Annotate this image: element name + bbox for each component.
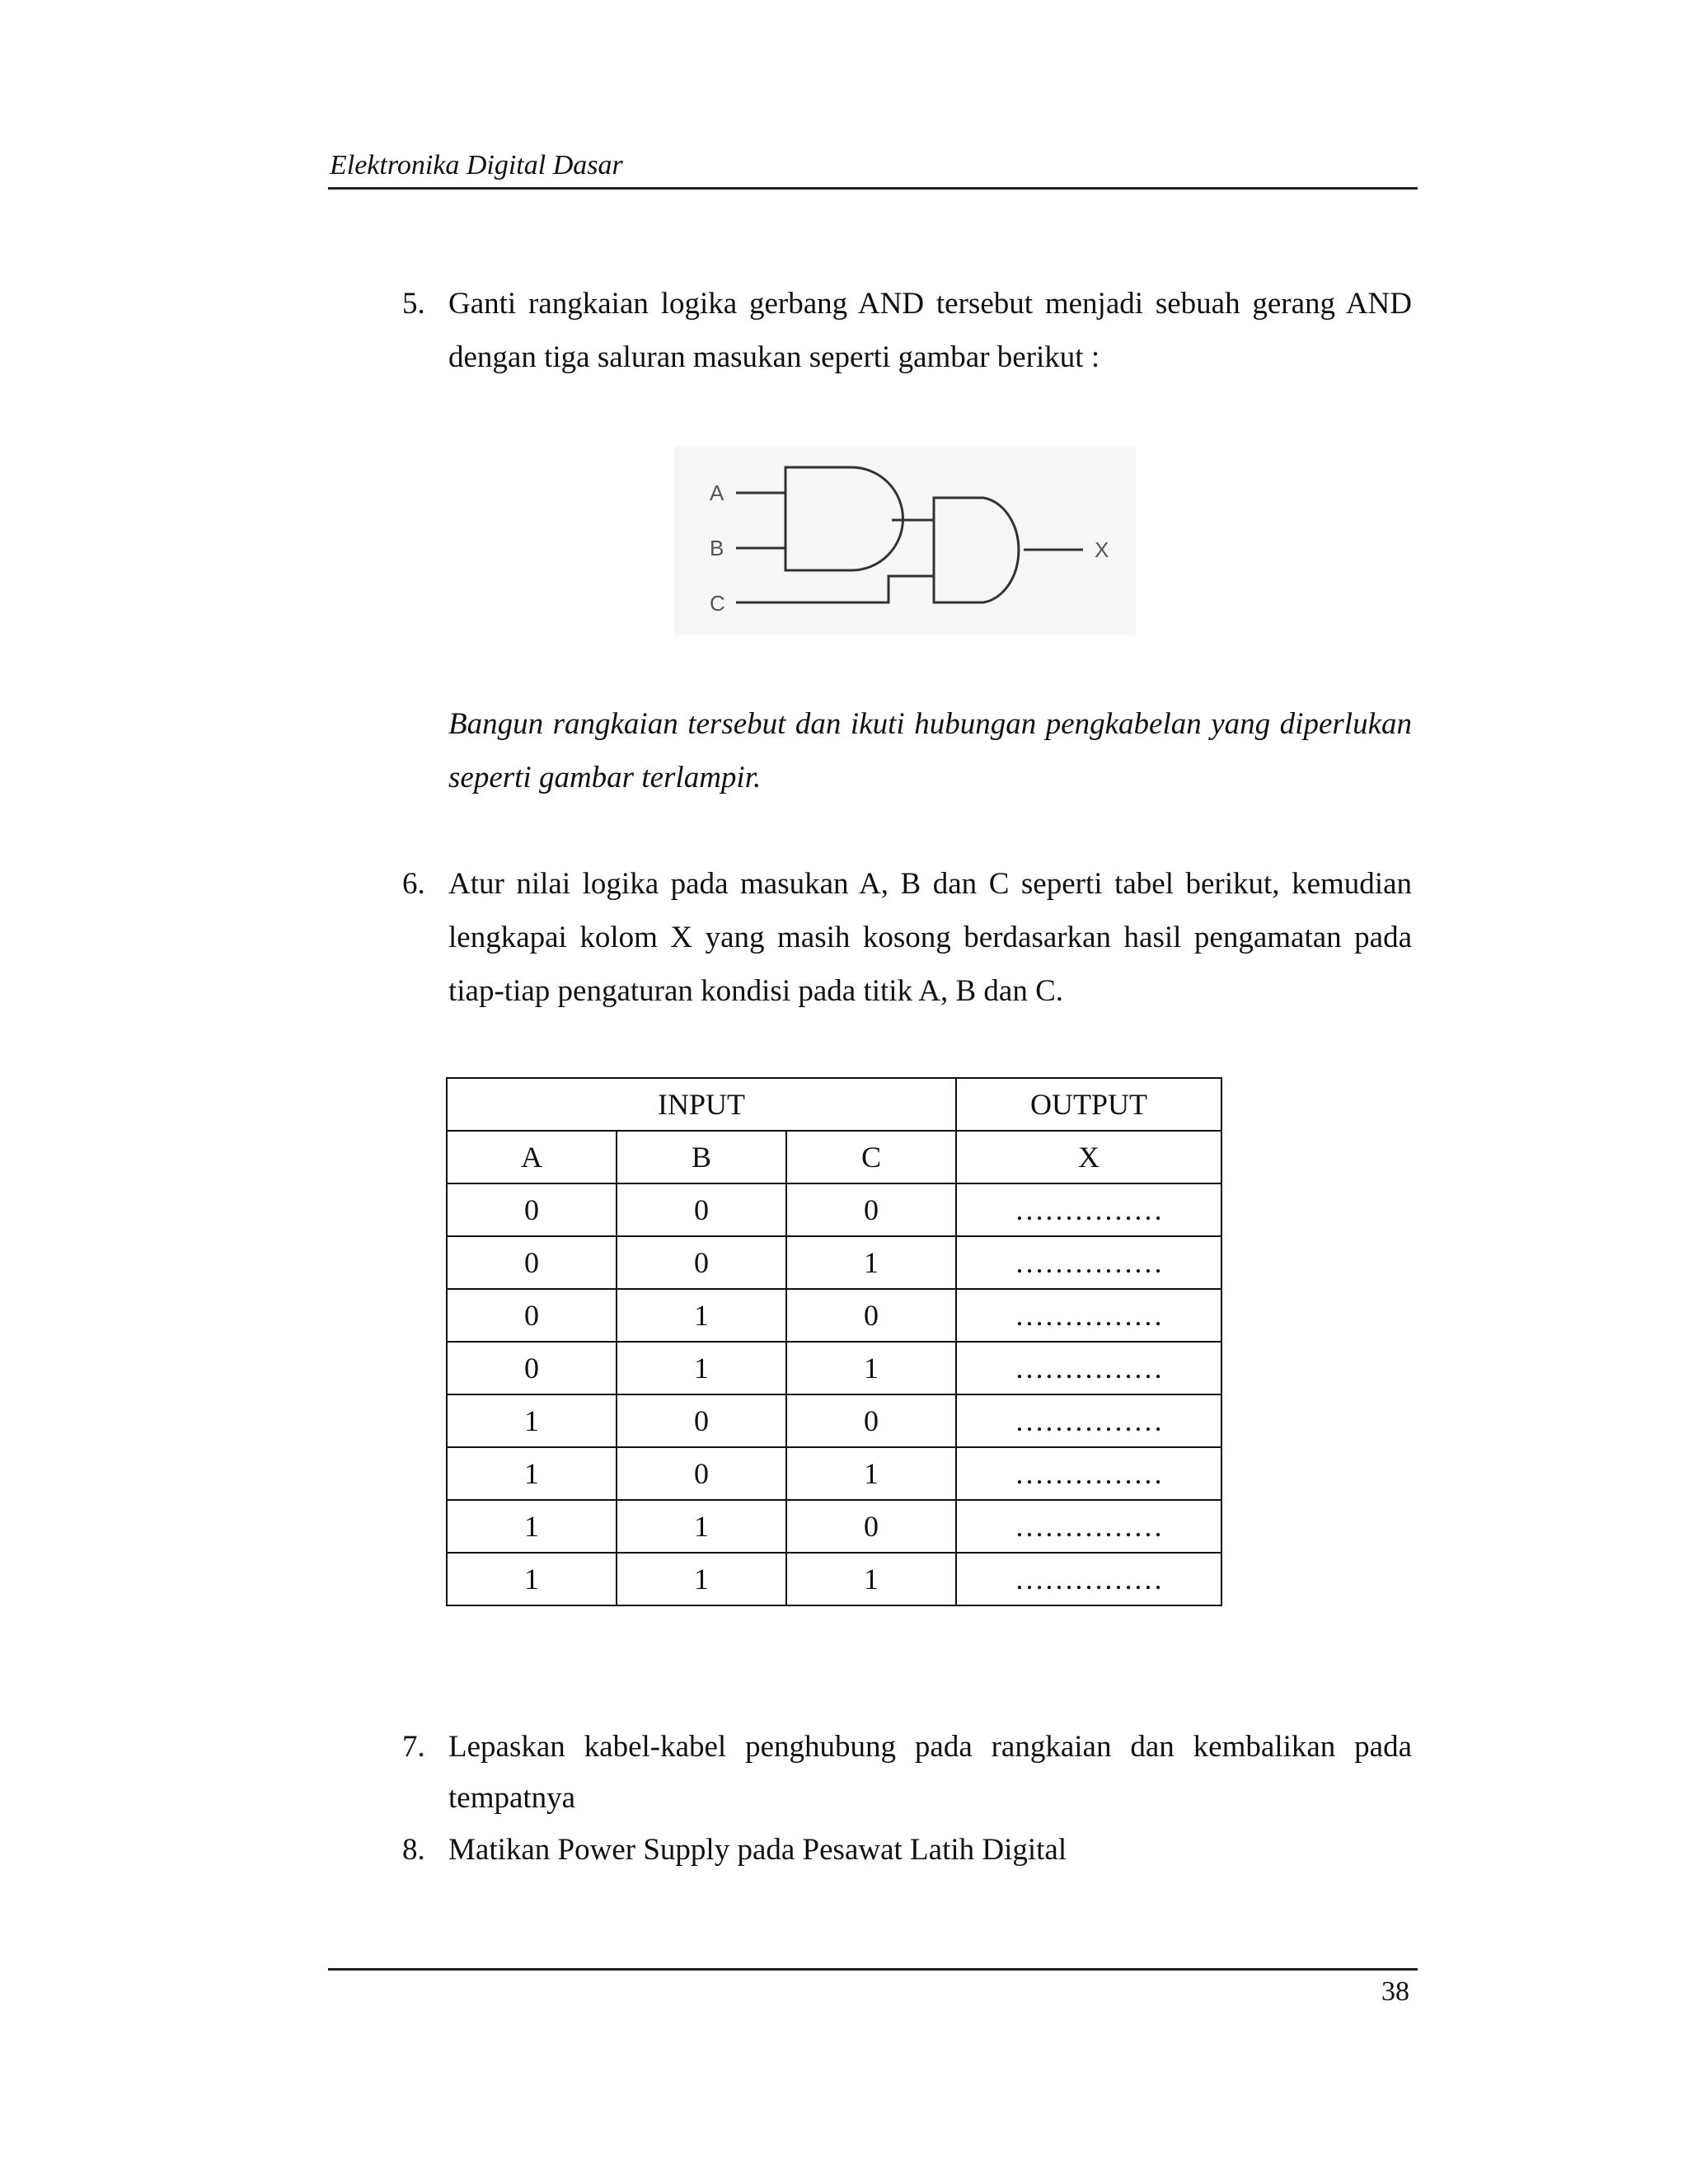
cell-b: 0 bbox=[617, 1394, 786, 1447]
step-number: 8. bbox=[402, 1833, 425, 1867]
input-group-header: INPUT bbox=[447, 1078, 956, 1131]
cell-c: 0 bbox=[786, 1289, 956, 1342]
cell-x-blank: …………… bbox=[956, 1553, 1221, 1605]
step-number: 6. bbox=[402, 867, 425, 901]
table-row bbox=[447, 1183, 1221, 1236]
table-row bbox=[447, 1342, 1221, 1394]
table-row bbox=[447, 1394, 1221, 1447]
cell-b: 0 bbox=[617, 1447, 786, 1500]
instruction-note: Bangun rangkaian tersebut dan ikuti hubungan pengkabelan yang diperlukan seperti gambar terlampir. bbox=[448, 707, 1412, 794]
label-c: C bbox=[710, 591, 725, 616]
table-column-header-row bbox=[447, 1131, 1221, 1183]
label-b: B bbox=[710, 536, 724, 560]
table-group-header-row bbox=[447, 1078, 1221, 1131]
cell-x-blank: …………… bbox=[956, 1342, 1221, 1394]
cell-x-blank: …………… bbox=[956, 1236, 1221, 1289]
cell-x-blank: …………… bbox=[956, 1289, 1221, 1342]
column-header-b: B bbox=[617, 1131, 786, 1183]
cell-c: 1 bbox=[786, 1342, 956, 1394]
table-row bbox=[447, 1447, 1221, 1500]
column-header-x: X bbox=[956, 1131, 1221, 1183]
output-group-header: OUTPUT bbox=[956, 1078, 1221, 1131]
truth-table bbox=[446, 1077, 1222, 1606]
cell-a: 1 bbox=[447, 1394, 617, 1447]
label-a: A bbox=[710, 480, 724, 505]
cell-x-blank: …………… bbox=[956, 1500, 1221, 1553]
diagram-background bbox=[674, 446, 1136, 635]
cell-a: 1 bbox=[447, 1500, 617, 1553]
cell-c: 0 bbox=[786, 1183, 956, 1236]
cell-c: 1 bbox=[786, 1236, 956, 1289]
cell-a: 0 bbox=[447, 1183, 617, 1236]
running-header-title: Elektronika Digital Dasar bbox=[330, 150, 623, 180]
cell-b: 1 bbox=[617, 1289, 786, 1342]
label-x: X bbox=[1095, 537, 1109, 562]
step-text: Ganti rangkaian logika gerbang AND tersebut menjadi sebuah gerang AND dengan tiga saluran masukan seperti gambar berikut : bbox=[448, 287, 1412, 374]
cell-b: 1 bbox=[617, 1500, 786, 1553]
cell-a: 0 bbox=[447, 1342, 617, 1394]
step-text: Atur nilai logika pada masukan A, B dan C seperti tabel berikut, kemudian lengkapai kolom X yang masih kosong berdasarkan hasil pengamatan pada tiap-tiap pengaturan kondisi pada titik A, B dan C. bbox=[448, 867, 1412, 1008]
header-rule bbox=[328, 187, 1418, 190]
cell-b: 1 bbox=[617, 1342, 786, 1394]
step-text: Lepaskan kabel-kabel penghubung pada rangkaian dan kembalikan pada tempatnya bbox=[448, 1730, 1412, 1815]
table-row bbox=[447, 1289, 1221, 1342]
table-row bbox=[447, 1236, 1221, 1289]
cell-a: 0 bbox=[447, 1236, 617, 1289]
step-number: 7. bbox=[402, 1730, 425, 1764]
cell-c: 1 bbox=[786, 1553, 956, 1605]
cell-b: 0 bbox=[617, 1183, 786, 1236]
table-row bbox=[447, 1500, 1221, 1553]
table-row bbox=[447, 1553, 1221, 1605]
cell-x-blank: …………… bbox=[956, 1394, 1221, 1447]
step-6 bbox=[402, 857, 1412, 1018]
page-number: 38 bbox=[1381, 1976, 1409, 2007]
step-text: Matikan Power Supply pada Pesawat Latih Digital bbox=[448, 1833, 1067, 1867]
cell-a: 1 bbox=[447, 1553, 617, 1605]
step-8 bbox=[402, 1825, 1412, 1876]
cell-c: 0 bbox=[786, 1394, 956, 1447]
footer-rule bbox=[328, 1968, 1418, 1971]
cell-x-blank: …………… bbox=[956, 1447, 1221, 1500]
cell-b: 0 bbox=[617, 1236, 786, 1289]
cell-c: 1 bbox=[786, 1447, 956, 1500]
step-7 bbox=[402, 1722, 1412, 1824]
column-header-a: A bbox=[447, 1131, 617, 1183]
cell-c: 0 bbox=[786, 1500, 956, 1553]
and-gate-circuit-diagram bbox=[674, 446, 1136, 635]
cell-b: 1 bbox=[617, 1553, 786, 1605]
step-number: 5. bbox=[402, 287, 425, 321]
cell-a: 0 bbox=[447, 1289, 617, 1342]
cell-x-blank: …………… bbox=[956, 1183, 1221, 1236]
column-header-c: C bbox=[786, 1131, 956, 1183]
cell-a: 1 bbox=[447, 1447, 617, 1500]
step-5 bbox=[402, 277, 1412, 384]
